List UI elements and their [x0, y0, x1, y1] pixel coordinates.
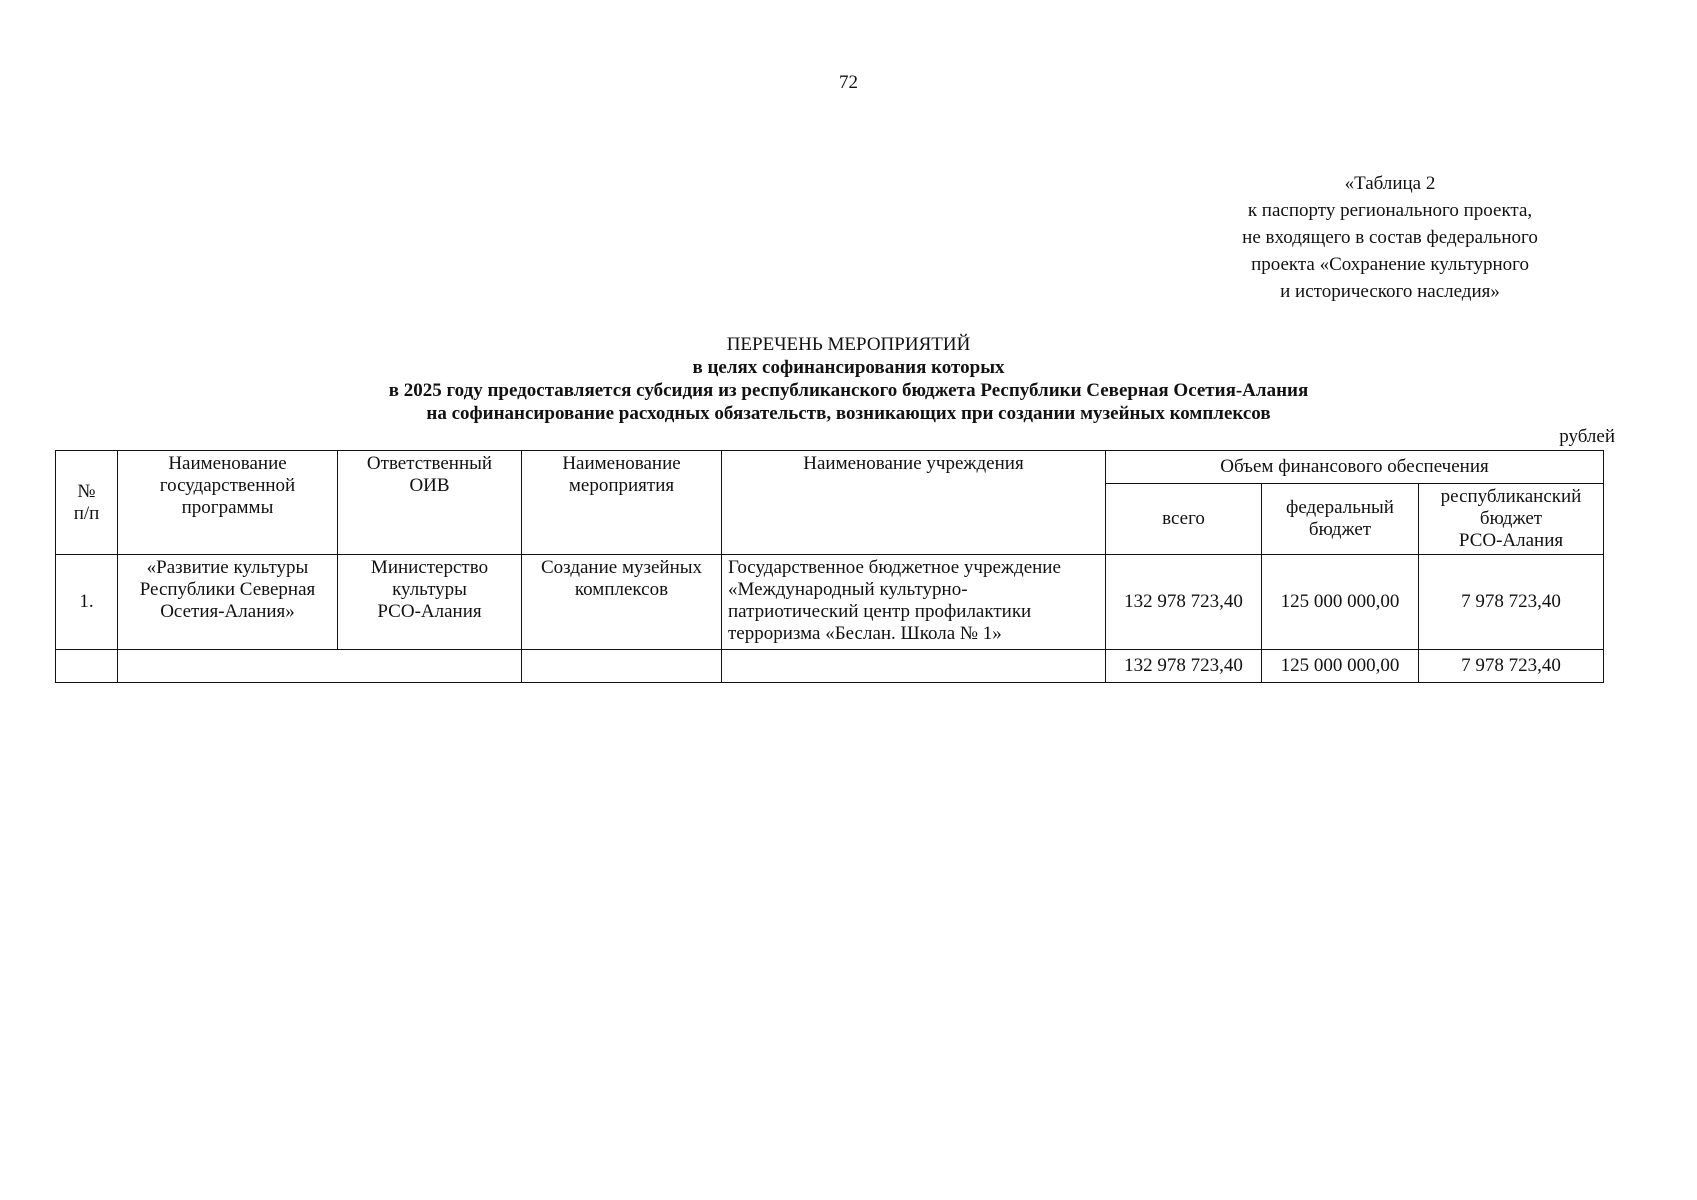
header-line: № — [77, 480, 96, 502]
title-subline: в целях софинансирования которых — [692, 357, 1005, 378]
cell-line: Государственное бюджетное учреждение — [728, 557, 1061, 578]
totals-empty-cell — [722, 650, 1106, 683]
annex-line: «Таблица 2 — [1344, 173, 1436, 194]
measures-table — [55, 450, 1604, 683]
header-line: Наименование — [168, 453, 287, 474]
header-line: бюджет — [1479, 508, 1543, 529]
table-annex-caption — [1200, 170, 1580, 305]
cell-line: «Международный культурно- — [728, 579, 968, 600]
cell-line: патриотический центр профилактики — [728, 601, 1032, 622]
cell-institution — [722, 555, 1106, 650]
header-line: бюджет — [1308, 519, 1372, 540]
annex-line: к паспорту регионального проекта, — [1247, 200, 1533, 221]
header-line: п/п — [73, 502, 100, 524]
totals-row — [56, 650, 1604, 683]
totals-empty-cell — [522, 650, 722, 683]
page-number: 72 — [839, 72, 858, 93]
totals-total: 132 978 723,40 — [1106, 650, 1262, 683]
annex-line: и исторического наследия» — [1280, 281, 1500, 302]
title-subline: в 2025 году предоставляется субсидия из республиканского бюджета Республики Северная Осетия-Алания — [388, 380, 1309, 401]
cell-oiv — [338, 555, 522, 650]
cell-measure — [522, 555, 722, 650]
header-line: государственной — [159, 475, 296, 496]
title-subline: на софинансирование расходных обязательств, возникающих при создании музейных комплексов — [426, 403, 1271, 424]
header-funding-group: Объем финансового обеспечения — [1106, 451, 1604, 484]
document-title — [0, 333, 1697, 425]
header-federal — [1262, 484, 1419, 555]
header-line: федеральный — [1286, 497, 1394, 518]
header-line: всего — [1162, 508, 1205, 529]
units-label: рублей — [1559, 426, 1615, 447]
cell-total: 132 978 723,40 — [1106, 555, 1262, 650]
header-institution — [722, 451, 1106, 555]
totals-republic: 7 978 723,40 — [1419, 650, 1604, 683]
header-total — [1106, 484, 1262, 555]
cell-program — [118, 555, 338, 650]
table-row — [56, 555, 1604, 650]
header-republic — [1419, 484, 1604, 555]
cell-num: 1. — [56, 555, 118, 650]
header-line: программы — [181, 497, 274, 518]
cell-line: РСО-Алания — [377, 601, 482, 622]
header-line: мероприятия — [568, 475, 675, 496]
totals-empty-cell — [118, 650, 522, 683]
cell-line: терроризма «Беслан. Школа № 1» — [728, 623, 1002, 644]
cell-line: Осетия-Алания» — [160, 601, 295, 622]
cell-line: Республики Северная — [139, 579, 316, 600]
annex-line: проекта «Сохранение культурного — [1251, 254, 1529, 275]
header-program — [118, 451, 338, 555]
title-main: ПЕРЕЧЕНЬ МЕРОПРИЯТИЙ — [726, 334, 971, 355]
cell-line: «Развитие культуры — [146, 557, 309, 578]
annex-line: не входящего в состав федерального — [1242, 227, 1538, 248]
header-oiv — [338, 451, 522, 555]
header-line: Наименование учреждения — [803, 453, 1024, 474]
header-line: Наименование — [562, 453, 681, 474]
header-measure — [522, 451, 722, 555]
cell-line: комплексов — [574, 579, 669, 600]
header-line: Ответственный — [366, 453, 493, 474]
cell-line: Министерство — [370, 557, 489, 578]
header-num — [56, 451, 118, 555]
header-line: РСО-Алания — [1458, 530, 1564, 551]
cell-line: культуры — [392, 579, 467, 600]
cell-federal: 125 000 000,00 — [1262, 555, 1419, 650]
totals-empty-cell — [56, 650, 118, 683]
header-line: республиканский — [1440, 486, 1582, 507]
totals-federal: 125 000 000,00 — [1262, 650, 1419, 683]
cell-republic: 7 978 723,40 — [1419, 555, 1604, 650]
cell-line: Создание музейных — [540, 557, 703, 578]
header-line: ОИВ — [409, 475, 450, 496]
